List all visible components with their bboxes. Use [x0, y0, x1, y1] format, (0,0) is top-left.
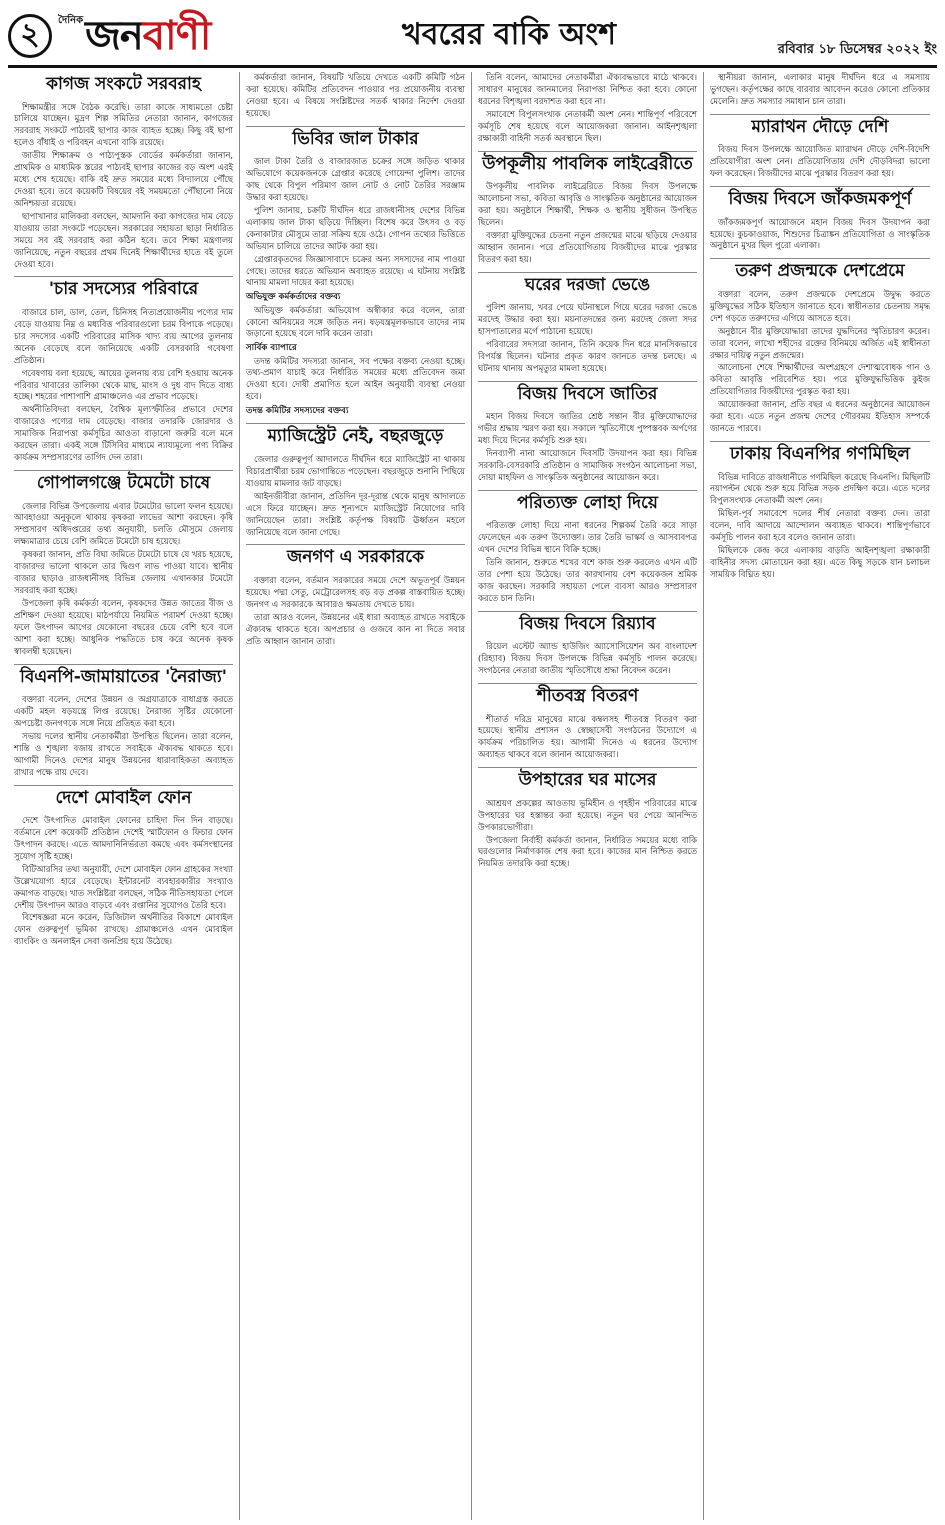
article-body — [14, 307, 233, 464]
article-body — [710, 472, 930, 581]
article-body — [14, 102, 233, 271]
article-paragraph: শিক্ষামন্ত্রীর সঙ্গে বৈঠক করেছি। তারা কাজে সাধ্যমতো চেষ্টা চালিয়ে যাচ্ছেন। মুদ্রণ শিল্প সমিতির নেতারা জানান, কাগজের সরবরাহ সংকটে পাঠ্যবই ছাপার কাজ ব্যাহত হচ্ছে। কিছু বই ছাপা হলেও বাঁধাই ও পরিবহন এখনো বাকি রয়েছে। — [14, 101, 233, 148]
article-paragraph: বিটিআরসির তথ্য অনুযায়ী, দেশে মোবাইল ফোন গ্রাহকের সংখ্যা উল্লেখযোগ্য হারে বেড়েছে। ইন্টারনেট ব্যবহারকারীর সংখ্যাও ক্রমাগত বাড়ছে। খাত সংশ্লিষ্টরা বলছেন, সঠিক নীতিসহায়তা পেলে দেশীয় উৎপাদন আরও বাড়বে এবং রপ্তানির সুযোগও তৈরি হবে। — [14, 863, 233, 910]
article — [14, 470, 233, 658]
article — [478, 611, 697, 677]
article-headline: ম্যাজিস্ট্রেট নেই, বছরজুড়ে — [246, 423, 465, 451]
article — [478, 683, 697, 761]
logo-prefix: দৈনিক — [58, 15, 84, 26]
article-paragraph: বক্তারা মুক্তিযুদ্ধের চেতনা নতুন প্রজন্মের মাঝে ছড়িয়ে দেওয়ার আহ্বান জানান। পরে প্রতিযোগিতায় বিজয়ীদের মাঝে পুরস্কার বিতরণ করা হয়। — [478, 229, 697, 264]
masthead — [8, 6, 937, 68]
article-paragraph: পুলিশ জানায়, খবর পেয়ে ঘটনাস্থলে গিয়ে ঘরের দরজা ভেঙে মরদেহ উদ্ধার করা হয়। ময়নাতদন্তের জন্য মরদেহ জেলা সদর হাসপাতালের মর্গে পাঠানো হয়েছে। — [478, 302, 697, 336]
article-paragraph: বিজয় দিবস উপলক্ষে আয়োজিত ম্যারাথন দৌড়ে দেশি-বিদেশি প্রতিযোগীরা অংশ নেন। প্রতিযোগিতায় দেশি দৌড়বিদরা ভালো ফল করেছেন। বিজয়ীদের মাঝে পুরস্কার বিতরণ করা হয়। — [710, 144, 930, 179]
article-paragraph: দিনব্যাপী নানা আয়োজনে দিবসটি উদযাপন করা হয়। বিভিন্ন সরকারি-বেসরকারি প্রতিষ্ঠান ও সামাজিক সংগঠন আলোচনা সভা, দোয়া মাহফিল ও সাংস্কৃতিক অনুষ্ঠানের আয়োজন করে। — [478, 447, 697, 482]
article-paragraph: পুলিশ জানায়, চক্রটি দীর্ঘদিন ধরে রাজধানীসহ দেশের বিভিন্ন এলাকায় জাল টাকা ছড়িয়ে দিচ্ছিল। বিশেষ করে উৎসব ও বড় কেনাকাটার মৌসুমে তারা সক্রিয় হয়ে ওঠে। গোপন তথ্যের ভিত্তিতে অভিযান চালিয়ে তাদের আটক করা হয়। — [246, 204, 465, 251]
article-subhead: অভিযুক্ত কর্মকর্তাদের বক্তব্য — [246, 292, 341, 303]
article-headline: উপহারের ঘর মাসের — [478, 767, 697, 795]
article-paragraph: রিয়েল এস্টেট অ্যান্ড হাউজিং অ্যাসোসিয়েশন অব বাংলাদেশ (রিহ্যাব) বিজয় দিবস উপলক্ষে বিভিন্ন কর্মসূচি পালন করেছে। সংগঠনের নেতারা জাতীয় স্মৃতিসৌধে শ্রদ্ধা নিবেদন করেন। — [478, 641, 697, 676]
article-body — [478, 714, 697, 762]
dateline: রবিবার ১৮ ডিসেম্বর ২০২২ ইং — [777, 42, 937, 57]
article-body — [14, 501, 233, 658]
article-body — [478, 798, 697, 871]
article-headline: 'চার সদস্যের পরিবারে — [14, 276, 233, 304]
article-body — [710, 289, 930, 435]
article — [710, 72, 930, 108]
article-headline: জনগণ এ সরকারকে — [246, 544, 465, 572]
article-body — [478, 520, 697, 604]
article-body — [246, 156, 465, 417]
article-body — [478, 72, 697, 145]
article-columns — [8, 72, 937, 1520]
article-paragraph: আয়োজকরা জানান, প্রতি বছর এ ধরনের অনুষ্ঠানের আয়োজন করা হবে। এতে নতুন প্রজন্ম দেশের গৌরবময় ইতিহাস সম্পর্কে জানতে পারবে। — [710, 399, 930, 434]
article-paragraph: উপকূলীয় পাবলিক লাইব্রেরিতে বিজয় দিবস উপলক্ষে আলোচনা সভা, কবিতা আবৃত্তি ও সাংস্কৃতিক অনুষ্ঠানের আয়োজন করা হয়। অনুষ্ঠানে শিক্ষার্থী, শিক্ষক ও স্থানীয় সুধীজন উপস্থিত ছিলেন। — [478, 181, 697, 227]
article-paragraph: তিনি বলেন, আমাদের নেতাকর্মীরা ঐক্যবদ্ধভাবে মাঠে থাকবে। সাধারণ মানুষের জানমালের নিরাপত্তা নিশ্চিত করা হবে। কোনো ধরনের বিশৃঙ্খলা বরদাশত করা হবে না। — [478, 72, 697, 106]
column-4 — [704, 72, 936, 1520]
article-headline: ঢাকায় বিএনপির গণমিছিল — [710, 441, 930, 469]
article-headline: উপকূলীয় পাবলিক লাইব্রেরীতে — [478, 151, 697, 179]
article-paragraph: বিভিন্ন দাবিতে রাজধানীতে গণমিছিল করেছে বিএনপি। মিছিলটি নয়াপল্টন থেকে শুরু হয়ে বিভিন্ন সড়ক প্রদক্ষিণ করে। এতে দলের বিপুলসংখ্যক নেতাকর্মী অংশ নেন। — [710, 471, 930, 506]
article-headline: বিজয় দিবসে জাতির — [478, 381, 697, 409]
article — [478, 151, 697, 266]
logo-name — [85, 14, 210, 58]
article-paragraph: তদন্ত কমিটির সদস্যরা জানান, সব পক্ষের বক্তব্য নেওয়া হচ্ছে। তথ্য-প্রমাণ যাচাই করে নির্ধারিত সময়ের মধ্যে প্রতিবেদন জমা দেওয়া হবে। দোষী প্রমাণিত হলে আইন অনুযায়ী ব্যবস্থা নেওয়া হবে। — [246, 355, 465, 402]
article-paragraph: তারা আরও বলেন, উন্নয়নের এই ধারা অব্যাহত রাখতে সবাইকে ঐক্যবদ্ধ থাকতে হবে। অপপ্রচার ও গুজবে কান না দিতে সবার প্রতি আহ্বান জানান তারা। — [246, 611, 465, 646]
article — [246, 423, 465, 538]
section-title: খবরের বাকি অংশ — [402, 17, 616, 52]
article — [478, 490, 697, 605]
column-2 — [240, 72, 472, 1520]
article-headline: তরুণ প্রজন্মকে দেশপ্রেমে — [710, 258, 930, 286]
article-paragraph: উপজেলা নির্বাহী কর্মকর্তা জানান, নির্ধারিত সময়ের মধ্যে বাকি ঘরগুলোর নির্মাণকাজ শেষ করা হবে। কাজের মান নিশ্চিত করতে নিয়মিত তদারকি করা হচ্ছে। — [478, 834, 697, 869]
article — [710, 441, 930, 581]
article — [246, 544, 465, 647]
article-headline: ভিবির জাল টাকার — [246, 126, 465, 154]
article-headline: পরিত্যক্ত লোহা দিয়ে — [478, 490, 697, 518]
article-paragraph: মিছিল-পূর্ব সমাবেশে দলের শীর্ষ নেতারা বক্তব্য দেন। তারা বলেন, দাবি আদায়ে আন্দোলন অব্যাহত থাকবে। শান্তিপূর্ণভাবে কর্মসূচি পালন করা হবে বলেও জানান তারা। — [710, 508, 930, 543]
article-paragraph: জেলার গুরুত্বপূর্ণ আদালতে দীর্ঘদিন ধরে ম্যাজিস্ট্রেট না থাকায় বিচারপ্রার্থীরা চরম ভোগান্তিতে পড়েছেন। বছরজুড়ে শুনানি পিছিয়ে যাওয়ায় মামলার জট বাড়ছে। — [246, 453, 465, 488]
logo-part-2: বাণী — [142, 12, 211, 59]
article-paragraph: উপজেলা কৃষি কর্মকর্তা বলেন, কৃষকদের উন্নত জাতের বীজ ও প্রশিক্ষণ দেওয়া হয়েছে। মাঠপর্যায়ে নিয়মিত পরামর্শ দেওয়া হচ্ছে। ফলে উৎপাদন আগের যেকোনো বছরের চেয়ে বেশি হবে বলে আশা করা হচ্ছে। আধুনিক পদ্ধতিতে চাষ করে অনেক কৃষক স্বাবলম্বী হয়েছেন। — [14, 597, 233, 656]
article-paragraph: আলোচনা শেষে শিক্ষার্থীদের অংশগ্রহণে দেশাত্মবোধক গান ও কবিতা আবৃত্তি পরিবেশিত হয়। পরে মুক্তিযুদ্ধভিত্তিক কুইজ প্রতিযোগিতার বিজয়ীদের পুরস্কৃত করা হয়। — [710, 362, 930, 397]
article-body — [246, 72, 465, 120]
article-paragraph: ছাপাখানার মালিকরা বলছেন, আমদানি করা কাগজের দাম বেড়ে যাওয়ায় তারা সংকটে পড়েছেন। সরকারের সহায়তা ছাড়া নির্ধারিত সময়ে সব বই সরবরাহ করা কঠিন হবে। তবে শিক্ষা মন্ত্রণালয় জানিয়েছে, নতুন বছরের প্রথম দিনেই শিক্ষার্থীদের হাতে বই তুলে দেওয়া হবে। — [14, 210, 233, 269]
article-paragraph: তিনি জানান, শুরুতে শখের বশে কাজ শুরু করলেও এখন এটি তার পেশা হয়ে উঠেছে। তার কারখানায় বেশ কয়েকজন শ্রমিক কাজ করছেন। সরকারি সহায়তা পেলে ব্যবসা আরও সম্প্রসারণ করতে চান তিনি। — [478, 557, 697, 603]
article — [14, 664, 233, 779]
article-body — [710, 144, 930, 180]
article-headline: কাগজ সংকটে সরবরাহ — [46, 74, 201, 94]
article — [246, 126, 465, 418]
article-paragraph: গ্রেপ্তারকৃতদের জিজ্ঞাসাবাদে চক্রের অন্য সদস্যদের নাম পাওয়া গেছে। তাদের ধরতে অভিযান অব্যাহত রয়েছে। এ ঘটনায় সংশ্লিষ্ট থানায় মামলা দায়ের করা হয়েছে। — [246, 253, 465, 288]
article-headline: বিজয় দিবসে জাঁকজমকপূর্ণ — [710, 186, 930, 214]
article-body — [246, 575, 465, 648]
article-paragraph: শীতার্ত দরিদ্র মানুষের মাঝে কম্বলসহ শীতবস্ত্র বিতরণ করা হয়েছে। স্থানীয় প্রশাসন ও স্বেচ্ছাসেবী সংগঠনের উদ্যোগে এ কার্যক্রম পরিচালিত হয়। আগামী দিনেও এ ধরনের উদ্যোগ অব্যাহত থাকবে বলে জানান আয়োজকরা। — [478, 713, 697, 760]
article-subhead: সার্বিক ব্যাপারে — [246, 343, 297, 354]
article — [14, 72, 233, 270]
article-body — [710, 72, 930, 108]
article-headline: ঘরের দরজা ভেঙে — [478, 272, 697, 300]
article-headline: গোপালগঞ্জে টমেটো চাষে — [14, 470, 233, 498]
article-body — [710, 217, 930, 253]
article-paragraph: কর্মকর্তারা জানান, বিষয়টি খতিয়ে দেখতে একটি কমিটি গঠন করা হয়েছে। কমিটির প্রতিবেদন পাওয়ার পর প্রয়োজনীয় ব্যবস্থা নেওয়া হবে। এ বিষয়ে সংশ্লিষ্টদের সতর্ক থাকার নির্দেশ দেওয়া হয়েছে। — [246, 72, 465, 118]
article — [478, 272, 697, 375]
article-paragraph: জাতীয় শিক্ষাক্রম ও পাঠ্যপুস্তক বোর্ডের কর্মকর্তারা জানান, প্রাথমিক ও মাধ্যমিক স্তরের পাঠ্যবই ছাপার কাজের বড় অংশ এরই মধ্যে শেষ হয়েছে। বাকি বই দ্রুত সময়ের মধ্যে বিদ্যালয়ে পৌঁছে দেওয়া হবে। তবে কয়েকটি বিষয়ের বই সময়মতো পৌঁছানো নিয়ে অনিশ্চয়তা রয়েছে। — [14, 150, 233, 208]
article-paragraph: বক্তারা বলেন, দেশের উন্নয়ন ও অগ্রযাত্রাকে বাধাগ্রস্ত করতে একটি মহল ষড়যন্ত্রে লিপ্ত রয়েছে। নৈরাজ্য সৃষ্টির যেকোনো অপচেষ্টা জনগণকে সঙ্গে নিয়ে প্রতিহত করা হবে। — [14, 694, 233, 728]
article-headline: শীতবস্ত্র বিতরণ — [478, 683, 697, 711]
article — [478, 767, 697, 870]
article — [14, 276, 233, 464]
article-body — [478, 302, 697, 375]
article-paragraph: পরিবারের সদস্যরা জানান, তিনি কয়েক দিন ধরে মানসিকভাবে বিপর্যস্ত ছিলেন। ঘটনার প্রকৃত কারণ জানতে তদন্ত চলছে। এ ঘটনায় থানায় অপমৃত্যুর মামলা হয়েছে। — [478, 338, 697, 373]
article — [14, 785, 233, 949]
article-body — [14, 815, 233, 948]
article-body — [478, 641, 697, 677]
logo-part-1: জন — [85, 12, 143, 59]
article-paragraph: আশ্রয়ণ প্রকল্পের আওতায় ভূমিহীন ও গৃহহীন পরিবারের মাঝে উপহারের ঘর হস্তান্তর করা হয়েছে। নতুন ঘর পেয়ে আনন্দিত উপকারভোগীরা। — [478, 797, 697, 832]
article-paragraph: জাঁকজমকপূর্ণ আয়োজনে মহান বিজয় দিবস উদযাপন করা হয়েছে। কুচকাওয়াজ, শিশুদের চিত্রাঙ্কন প্রতিযোগিতা ও সাংস্কৃতিক অনুষ্ঠানে মুখর ছিল পুরো এলাকা। — [710, 216, 930, 251]
article-body — [478, 181, 697, 265]
article — [478, 72, 697, 145]
article-body — [246, 454, 465, 538]
article-paragraph: সমাবেশে বিপুলসংখ্যক নেতাকর্মী অংশ নেন। শান্তিপূর্ণ পরিবেশে কর্মসূচি শেষ হয়েছে বলে আয়োজকরা জানান। আইনশৃঙ্খলা রক্ষাকারী বাহিনী সতর্ক অবস্থানে ছিল। — [478, 108, 697, 143]
article-headline: দেশে মোবাইল ফোন — [14, 785, 233, 813]
newspaper-logo — [58, 13, 210, 58]
article-paragraph: মহান বিজয় দিবসে জাতির শ্রেষ্ঠ সন্তান বীর মুক্তিযোদ্ধাদের গভীর শ্রদ্ধায় স্মরণ করা হয়। সকালে স্মৃতিসৌধে পুষ্পস্তবক অর্পণের মধ্য দিয়ে দিনের কর্মসূচি শুরু হয়। — [478, 411, 697, 445]
article-paragraph: জাল টাকা তৈরি ও বাজারজাত চক্রের সঙ্গে জড়িত থাকার অভিযোগে কয়েকজনকে গ্রেপ্তার করেছে গোয়েন্দা পুলিশ। তাদের কাছ থেকে বিপুল পরিমাণ জাল নোট ও নোট তৈরির সরঞ্জাম উদ্ধার করা হয়েছে। — [246, 156, 465, 202]
article-headline: বিজয় দিবসে রিয়্যাব — [478, 611, 697, 639]
article-paragraph: মিছিলকে কেন্দ্র করে এলাকায় বাড়তি আইনশৃঙ্খলা রক্ষাকারী বাহিনীর সদস্য মোতায়েন করা হয়। এতে কিছু সড়কে যান চলাচল সাময়িক বিঘ্নিত হয়। — [710, 545, 930, 579]
article — [478, 381, 697, 484]
article — [710, 186, 930, 252]
article-paragraph: কৃষকরা জানান, প্রতি বিঘা জমিতে টমেটো চাষে যে খরচ হয়েছে, বাজারদর ভালো থাকলে তার দ্বিগুণ লাভ পাওয়া যাবে। স্থানীয় বাজার ছাড়াও রাজধানীসহ বিভিন্ন জেলায় এখানকার টমেটো সরবরাহ করা হচ্ছে। — [14, 549, 233, 595]
article-paragraph: বিশেষজ্ঞরা মনে করেন, ডিজিটাল অর্থনীতির বিকাশে মোবাইল ফোন গুরুত্বপূর্ণ ভূমিকা রাখছে। গ্রামাঞ্চলেও এখন মোবাইল ব্যাংকিং ও অনলাইন সেবা জনপ্রিয় হয়ে উঠেছে। — [14, 912, 233, 947]
article — [710, 258, 930, 435]
column-1 — [8, 72, 240, 1520]
article-headline: বিএনপি-জামায়াতের 'নৈরাজ্য' — [14, 664, 233, 692]
article-paragraph: অর্থনীতিবিদরা বলছেন, বৈশ্বিক মূল্যস্ফীতির প্রভাবে দেশের বাজারেও পণ্যের দাম বেড়েছে। বাজার তদারকি জোরদার ও সামাজিক নিরাপত্তা কর্মসূচির আওতা বাড়ানো জরুরি বলে মনে করছেন তারা। একই সঙ্গে টিসিবির মাধ্যমে ন্যায্যমূল্যে পণ্য বিক্রির কার্যক্রম সম্প্রসারণের তাগিদ দেন তারা। — [14, 404, 233, 463]
article-paragraph: দেশে উৎপাদিত মোবাইল ফোনের চাহিদা দিন দিন বাড়ছে। বর্তমানে বেশ কয়েকটি প্রতিষ্ঠান দেশেই স্মার্টফোন ও ফিচার ফোন উৎপাদন করছে। এতে আমদানিনির্ভরতা কমছে এবং কর্মসংস্থানের সুযোগ সৃষ্টি হচ্ছে। — [14, 815, 233, 861]
article-paragraph: অভিযুক্ত কর্মকর্তারা অভিযোগ অস্বীকার করে বলেন, তারা কোনো অনিয়মের সঙ্গে জড়িত নন। ষড়যন্ত্রমূলকভাবে তাদের নাম জড়ানো হয়েছে বলে দাবি করেন তারা। — [246, 304, 465, 339]
article-paragraph: সভায় দলের স্থানীয় নেতাকর্মীরা উপস্থিত ছিলেন। তারা বলেন, শান্তি ও শৃঙ্খলা বজায় রাখতে সবাইকে ঐক্যবদ্ধ থাকতে হবে। আগামী দিনেও দেশের মানুষ উন্নয়নের ধারাবাহিকতা অব্যাহত রাখার পক্ষে রায় দেবে। — [14, 730, 233, 777]
article-subhead: তদন্ত কমিটির সদস্যদের বক্তব্য — [246, 406, 349, 417]
article-paragraph: বক্তারা বলেন, তরুণ প্রজন্মকে দেশপ্রেমে উদ্বুদ্ধ করতে মুক্তিযুদ্ধের সঠিক ইতিহাস জানাতে হবে। স্বাধীনতার চেতনায় সমৃদ্ধ দেশ গড়তে তরুণদের এগিয়ে আসতে হবে। — [710, 288, 930, 323]
article-headline: ম্যারাথন দৌড়ে দেশি — [710, 114, 930, 142]
article — [710, 114, 930, 180]
article-paragraph: আইনজীবীরা জানান, প্রতিদিন দূর-দূরান্ত থেকে মানুষ আদালতে এসে ফিরে যাচ্ছেন। দ্রুত শূন্যপদে ম্যাজিস্ট্রেট নিয়োগের দাবি জানিয়েছেন তারা। সংশ্লিষ্ট কর্তৃপক্ষ বিষয়টি ঊর্ধ্বতন মহলে জানিয়েছে বলে জানা গেছে। — [246, 490, 465, 537]
article-body — [14, 694, 233, 778]
article-paragraph: পরিত্যক্ত লোহা দিয়ে নানা ধরনের শিল্পকর্ম তৈরি করে সাড়া ফেলেছেন এক তরুণ উদ্যোক্তা। তার তৈরি ভাস্কর্য ও আসবাবপত্র এখন দেশের বিভিন্ন স্থানে বিক্রি হচ্ছে। — [478, 520, 697, 555]
article-paragraph: অনুষ্ঠানে বীর মুক্তিযোদ্ধারা তাদের যুদ্ধদিনের স্মৃতিচারণ করেন। তারা বলেন, লাখো শহীদের রক্তের বিনিময়ে অর্জিত এই স্বাধীনতা রক্ষার দায়িত্ব নতুন প্রজন্মের। — [710, 325, 930, 360]
article-paragraph: বাজারে চাল, ডাল, তেল, চিনিসহ নিত্যপ্রয়োজনীয় পণ্যের দাম বেড়ে যাওয়ায় নিম্ন ও মধ্যবিত্ত পরিবারগুলো চরম বিপাকে পড়েছে। চার সদস্যের একটি পরিবারের মাসিক খাদ্য ব্যয় আগের তুলনায় অনেক বেড়েছে বলে জানিয়েছে একটি বেসরকারি গবেষণা প্রতিষ্ঠান। — [14, 307, 233, 365]
article-paragraph: স্থানীয়রা জানান, এলাকার মানুষ দীর্ঘদিন ধরে এ সমস্যায় ভুগছেন। কর্তৃপক্ষের কাছে বারবার আবেদন করেও কোনো প্রতিকার মেলেনি। দ্রুত সমস্যার সমাধান চান তারা। — [710, 72, 930, 106]
column-3 — [472, 72, 704, 1520]
article-paragraph: বক্তারা বলেন, বর্তমান সরকারের সময়ে দেশে অভূতপূর্ব উন্নয়ন হয়েছে। পদ্মা সেতু, মেট্রোরেলসহ বড় বড় প্রকল্প বাস্তবায়িত হচ্ছে। জনগণ এ সরকারকে আবারও ক্ষমতায় দেখতে চায়। — [246, 574, 465, 609]
page-number: ২ — [8, 14, 52, 58]
article-paragraph: জেলার বিভিন্ন উপজেলায় এবার টমেটোর ভালো ফলন হয়েছে। আবহাওয়া অনুকূলে থাকায় কৃষকরা লাভের আশা করছেন। কৃষি সম্প্রসারণ অধিদপ্তরের তথ্য অনুযায়ী, চলতি মৌসুমে জেলায় লক্ষ্যমাত্রার চেয়ে বেশি জমিতে টমেটো চাষ হয়েছে। — [14, 500, 233, 547]
article — [246, 72, 465, 120]
article-paragraph: গবেষণায় বলা হয়েছে, আয়ের তুলনায় ব্যয় বেশি হওয়ায় অনেক পরিবার খাবারের তালিকা থেকে মাছ, মাংস ও দুধ বাদ দিতে বাধ্য হচ্ছে। শহরের পাশাপাশি গ্রামাঞ্চলেও এর প্রভাব পড়েছে। — [14, 367, 233, 402]
article-body — [478, 411, 697, 484]
